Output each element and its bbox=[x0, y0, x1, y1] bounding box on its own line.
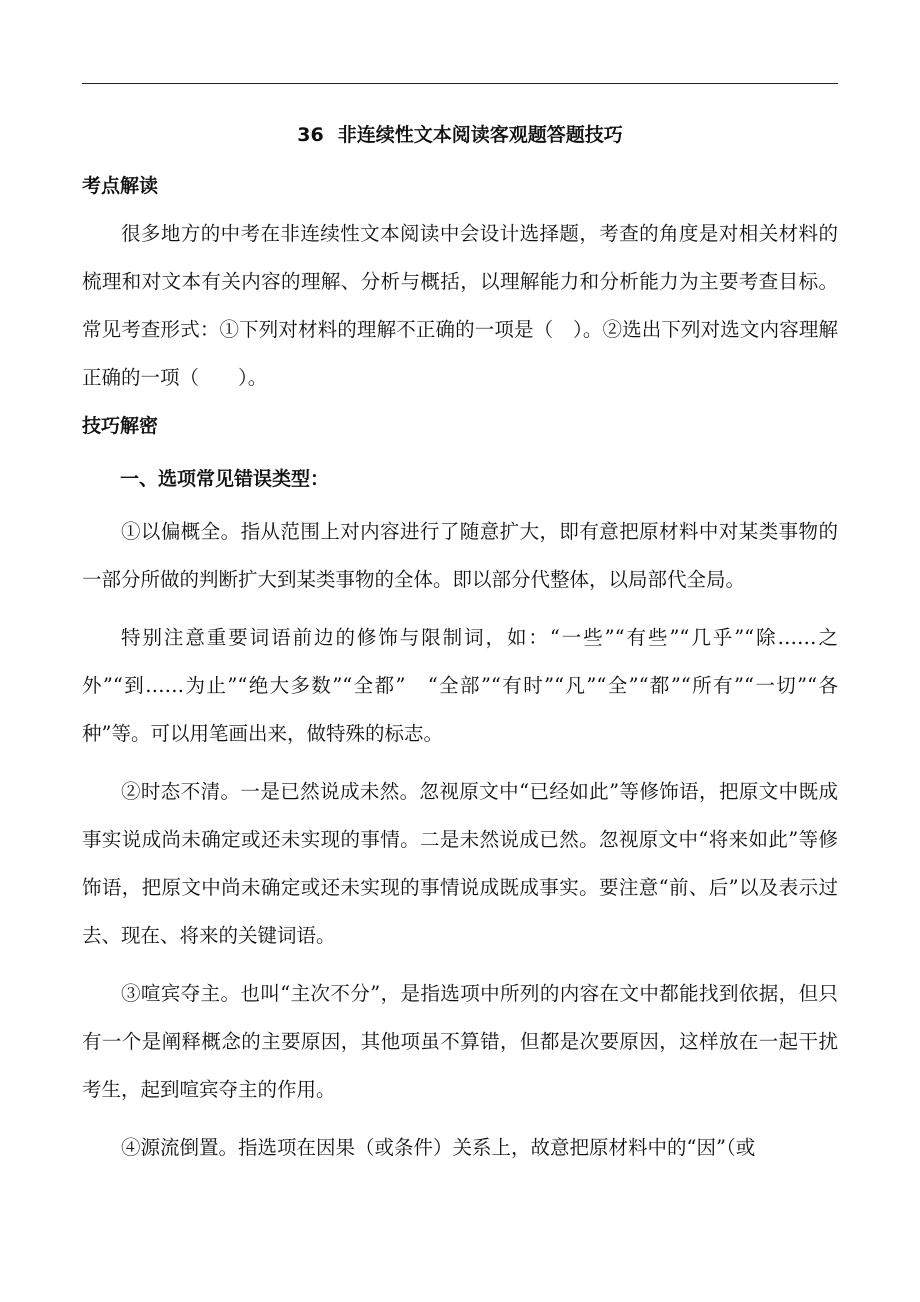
paragraph-exam-points: 很多地方的中考在非连续性文本阅读中会设计选择题，考查的角度是对相关材料的梳理和对文本有关内容的理解、分析与概括，以理解能力和分析能力为主要考查目标。常见考查形式：①下列对材料的理解不正确的一项是（ ）。②选出下列对选文内容理解正确的一项（ ）。 bbox=[82, 222, 838, 389]
paragraph-error-type-3: ③喧宾夺主。也叫“主次不分”，是指选项中所列的内容在文中都能找到依据，但只有一个是阐释概念的主要原因，其他项虽不算错，但都是次要原因，这样放在一起干扰考生，起到喧宾夺主的作用。 bbox=[82, 982, 838, 1101]
paragraph-error-type-1: ①以偏概全。指从范围上对内容进行了随意扩大，即有意把原材料中对某类事物的一部分所做的判断扩大到某类事物的全体。即以部分代整体，以局部代全局。 bbox=[82, 520, 838, 591]
paragraph-error-type-4: ④源流倒置。指选项在因果（或条件）关系上，故意把原材料中的“因”（或 bbox=[121, 1136, 756, 1159]
paragraph-error-type-2: ②时态不清。一是已然说成未然。忽视原文中“已经如此”等修饰语，把原文中既成事实说成尚未确定或还未实现的事情。二是未然说成已然。忽视原文中“将来如此”等修饰语，把原文中尚未确定或还未实现的事情说成既成事实。要注意“前、后”以及表示过去、现在、将来的关键词语。 bbox=[82, 780, 838, 947]
subheading-error-types: 一、选项常见错误类型： bbox=[120, 468, 330, 490]
document-title bbox=[82, 108, 838, 162]
section-heading-exam-points: 考点解读 bbox=[82, 175, 159, 197]
title-number: 36 bbox=[297, 124, 324, 146]
title-text: 非连续性文本阅读客观题答题技巧 bbox=[337, 124, 623, 146]
section-heading-tips: 技巧解密 bbox=[82, 415, 159, 437]
paragraph-qualifier-words: 特别注意重要词语前边的修饰与限制词，如：“一些”“有些”“几乎”“除……之外”“到……为止”“绝大多数”“全都” “全部”“有时”“凡”“全”“都”“所有”“一切”“各种”等。可以用笔画出来，做特殊的标志。 bbox=[82, 626, 838, 745]
header-rule bbox=[82, 83, 838, 84]
document-body bbox=[82, 108, 838, 1172]
